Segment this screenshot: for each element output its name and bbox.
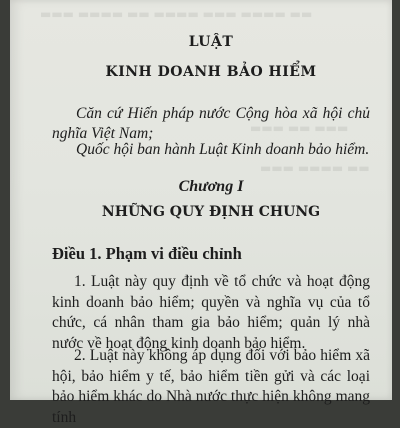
article-1-heading: Điều 1. Phạm vi điều chỉnh: [52, 244, 242, 263]
preamble-enactment: Quốc hội ban hành Luật Kinh doanh bảo hiểm.: [76, 141, 370, 158]
reverse-side-show-through: ▬▬▬ ▬▬▬▬ ▬▬: [260, 161, 370, 175]
article-1-clause-1: 1. Luật này quy định về tổ chức và hoạt động kinh doanh bảo hiểm; quyền và nghĩa vụ của tổ chức, cá nhân tham gia bảo hiểm; quản lý nhà nước về hoạt động kinh doanh bảo hiểm.: [52, 273, 370, 352]
reverse-side-show-through: ▬▬▬ ▬▬ ▬▬▬: [250, 121, 349, 135]
preamble-constitution: Căn cứ Hiến pháp nước Cộng hòa xã hội chủ nghĩa Việt Nam;: [52, 105, 370, 142]
law-title-line-1: LUẬT: [188, 34, 234, 50]
law-title-line-2: KINH DOANH BẢO HIỂM: [105, 64, 317, 80]
chapter-label: Chương I: [178, 178, 244, 195]
article-1-clause-2: 2. Luật này không áp dụng đối với bảo hiểm xã hội, bảo hiểm y tế, bảo hiểm tiền gửi và các loại bảo hiểm khác do Nhà nước thực hiện không mang tính: [52, 347, 370, 426]
chapter-title: NHỮNG QUY ĐỊNH CHUNG: [101, 204, 321, 220]
reverse-side-show-through: ▬▬▬ ▬▬▬▬ ▬▬ ▬▬▬▬ ▬▬▬ ▬▬▬▬ ▬▬: [40, 7, 313, 21]
book-page: [10, 0, 392, 426]
